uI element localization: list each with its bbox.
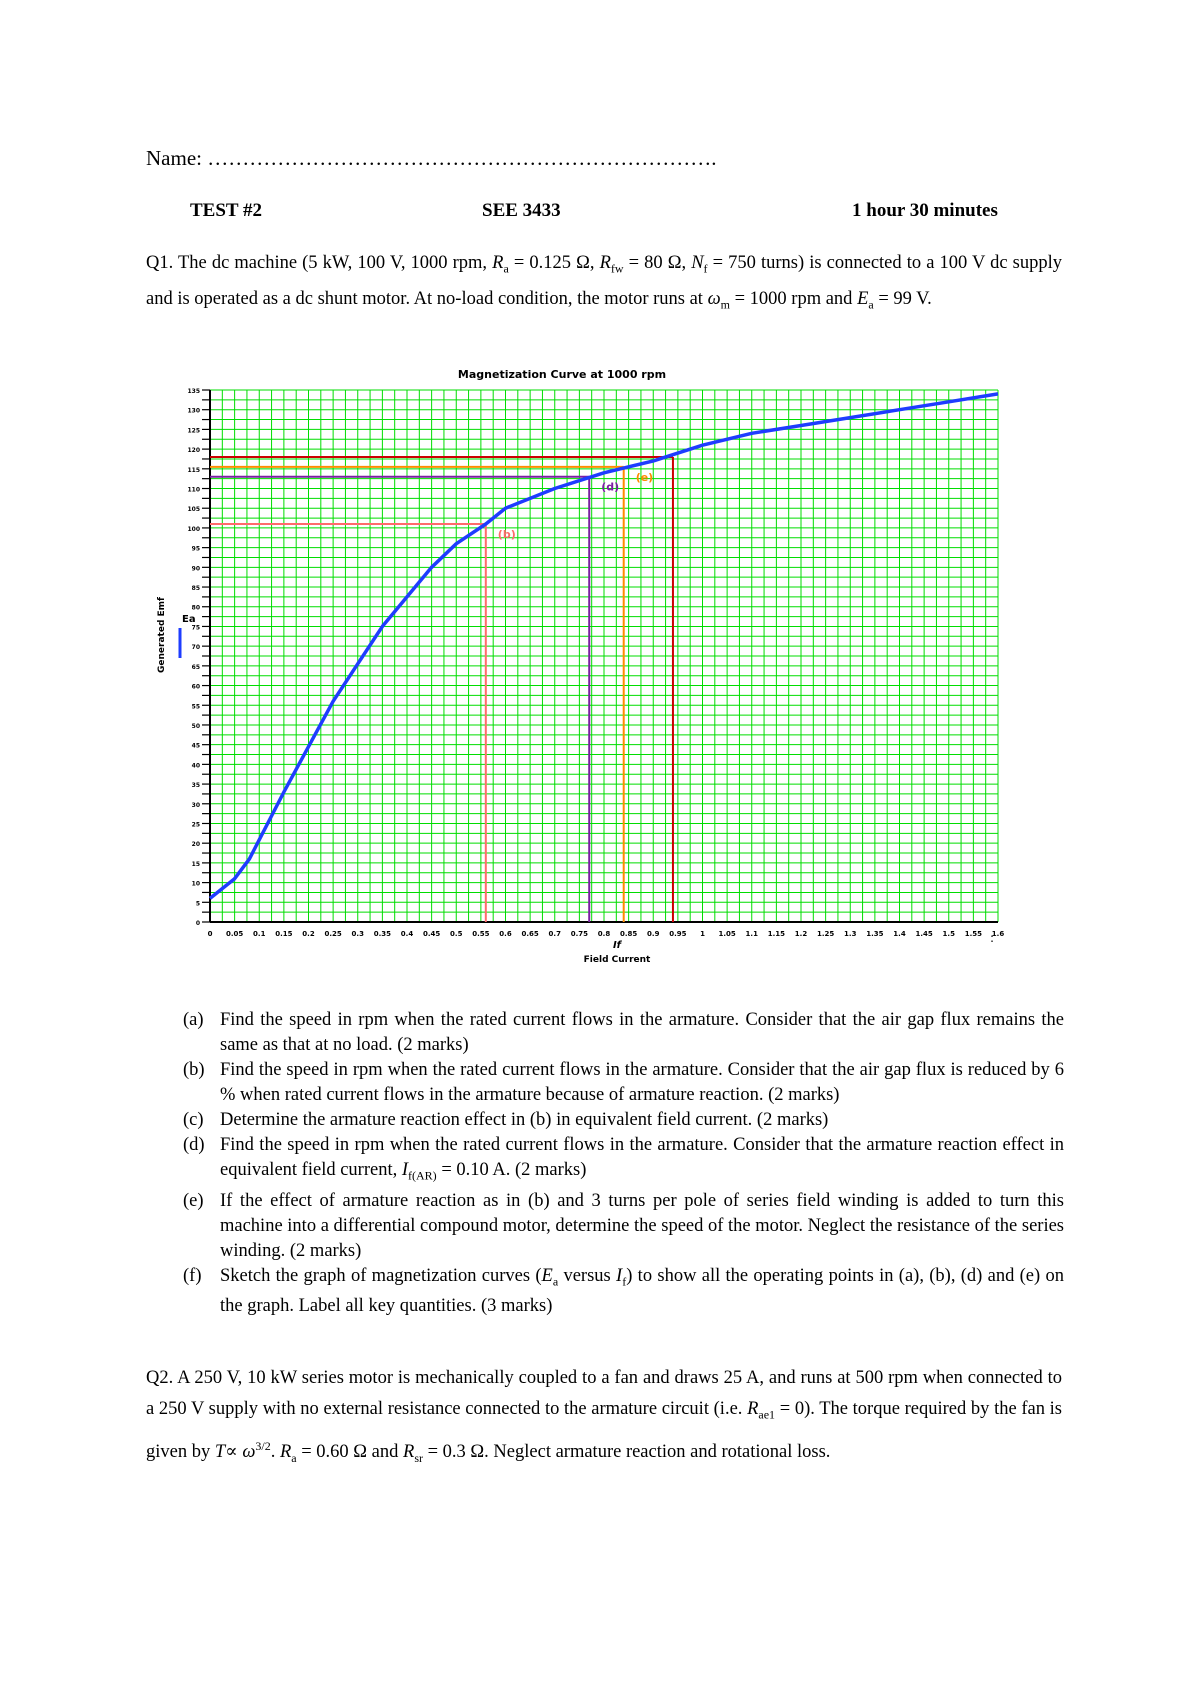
y-tick-label: 55 (191, 703, 200, 711)
q2-text-c: . (270, 1441, 280, 1462)
ra-symbol: R (492, 253, 504, 273)
rfw-value: = 80 Ω, (623, 253, 692, 273)
y-tick-label: 125 (187, 427, 200, 435)
y-tick-label: 115 (187, 466, 200, 474)
operating-point-label: (d) (601, 480, 620, 494)
ea-subscript: a (868, 297, 874, 312)
x-tick-label: 0.95 (669, 930, 687, 938)
y-tick-label: 15 (191, 860, 200, 868)
if-symbol: I (616, 1265, 623, 1286)
x-tick-label: 0.4 (400, 930, 414, 938)
x-tick-label: 0.55 (472, 930, 490, 938)
operating-point-label: (b) (497, 527, 516, 541)
ea-value: = 99 V. (873, 288, 932, 309)
x-tick-label: 1.45 (915, 930, 933, 938)
ra-value: = 0.125 Ω, (508, 253, 600, 273)
y-tick-label: 135 (187, 388, 200, 395)
x-tick-label: 1 (700, 930, 705, 938)
x-tick-label: 0.6 (499, 930, 512, 938)
x-tick-label: 1.2 (794, 930, 808, 938)
y-tick-label: 50 (191, 722, 200, 730)
part-text: Find the speed in rpm when the rated current flows in the armature. Consider that the air gap flux is reduced by 6 % when rated current flows in the armature because of armature reaction. (2 marks) (220, 1060, 1064, 1105)
x-tick-label: 0.35 (373, 930, 392, 938)
nf-value: = 750 turns) is connected to a 100 V dc supply and is operated as a dc shunt motor. At no-load condition, the motor runs at (146, 253, 1063, 309)
x-tick-label: 0.75 (570, 930, 589, 938)
y-tick-label: 5 (195, 900, 200, 908)
y-tick-label: 65 (191, 663, 200, 671)
test-number: TEST #2 (190, 200, 262, 221)
q2-text-a: Q2. A 250 V, 10 kW series motor is mechanically coupled to a fan and draws 25 A, and runs at 500 rpm when connected to a 250 V supply with no external resistance connected to the armature circuit (i.e. (146, 1368, 1062, 1419)
part-d (178, 1133, 1064, 1189)
y-tick-label: 30 (191, 801, 200, 809)
x-tick-label: 1.05 (718, 930, 736, 938)
part-text-end: = 0.10 A. (2 marks) (436, 1160, 587, 1180)
question-1 (146, 248, 1062, 319)
part-text-mid: versus (558, 1265, 617, 1286)
test-duration: 1 hour 30 minutes (852, 200, 998, 221)
x-axis-symbol: If (612, 940, 622, 951)
x-tick-label: 0.7 (548, 930, 561, 938)
x-axis-label: Field Current (583, 955, 651, 965)
y-tick-label: 120 (187, 447, 200, 455)
x-tick-label: 1.25 (816, 930, 835, 938)
ra-symbol: R (279, 1441, 292, 1462)
operating-point-label: (e) (635, 470, 654, 484)
nf-subscript: f (703, 261, 708, 276)
y-tick-label: 105 (187, 506, 200, 514)
y-tick-label: 20 (191, 841, 200, 849)
y-tick-label: 80 (191, 604, 200, 612)
y-tick-label: 10 (191, 880, 200, 888)
rfw-symbol: R (599, 253, 611, 273)
name-line: Name: ………………………………………………………………. (146, 146, 717, 170)
y-tick-label: 45 (191, 742, 200, 750)
part-label: (c) (183, 1110, 204, 1130)
magnetization-chart (140, 360, 1020, 970)
torque-symbol: T (214, 1441, 226, 1462)
x-tick-label: 0.15 (275, 930, 293, 938)
x-tick-label: 0.3 (351, 930, 364, 938)
x-tick-label: 0 (207, 930, 213, 938)
chart-colon-mark: : (990, 931, 995, 945)
part-label: (f) (183, 1265, 202, 1286)
q1-prefix: Q1. The dc machine (5 kW, 100 V, 1000 rpm, (146, 253, 493, 273)
rsr-subscript: sr (414, 1450, 423, 1465)
ea-subscript: a (552, 1274, 559, 1289)
part-text: Find the speed in rpm when the rated current flows in the armature. Consider that the armature reaction effect in equivalent field current, (220, 1135, 1064, 1180)
part-b (178, 1058, 1064, 1108)
nf-symbol: N (691, 253, 704, 273)
y-tick-label: 40 (191, 762, 200, 770)
x-tick-label: 0.85 (619, 930, 638, 938)
chart-title: Magnetization Curve at 1000 rpm (457, 368, 667, 381)
part-e (178, 1189, 1064, 1264)
course-code: SEE 3433 (482, 200, 561, 221)
q2-text-b: = 0). The torque required by the fan is given by (146, 1399, 1062, 1462)
y-tick-label: 85 (191, 585, 200, 593)
y-tick-label: 0 (195, 920, 200, 927)
part-label: (e) (183, 1190, 204, 1211)
x-tick-label: 1.6 (991, 930, 1005, 938)
rae-symbol: R (747, 1399, 759, 1419)
y-tick-label: 130 (187, 407, 200, 415)
y-tick-labels (187, 388, 210, 927)
q1-parts-list (178, 1008, 1064, 1319)
x-tick-label: 0.25 (324, 930, 342, 938)
y-tick-label: 60 (191, 683, 200, 691)
x-tick-label: 0.05 (225, 930, 244, 938)
x-tick-label: 1.1 (745, 930, 758, 938)
x-tick-label: 1.4 (893, 930, 906, 938)
part-text: If the effect of armature reaction as in (b) and 3 turns per pole of series field winding is added to turn this machine into a differential compound motor, determine the speed of the motor. Neglect the resistance of the series winding. (2 marks) (220, 1190, 1064, 1261)
ra-subscript: a (291, 1450, 297, 1465)
x-tick-label: 0.2 (302, 930, 315, 938)
part-f (178, 1264, 1064, 1320)
x-tick-label: 0.5 (450, 930, 463, 938)
omega-symbol: ω (242, 1441, 256, 1462)
x-tick-label: 0.45 (422, 930, 441, 938)
if-subscript: f(AR) (408, 1168, 437, 1183)
ea-symbol: E (541, 1265, 553, 1286)
y-tick-label: 100 (187, 525, 200, 533)
x-tick-label: 1.55 (964, 930, 983, 938)
y-tick-label: 75 (191, 624, 200, 632)
x-tick-label: 1.35 (866, 930, 884, 938)
part-text: Sketch the graph of magnetization curves ( (220, 1265, 542, 1286)
x-tick-label: 1.5 (942, 930, 955, 938)
ra-subscript: a (503, 261, 509, 276)
y-tick-label: 110 (187, 486, 200, 494)
rfw-subscript: fw (610, 261, 624, 276)
chart-grid (210, 390, 998, 922)
y-tick-label: 90 (191, 565, 200, 573)
question-2 (146, 1363, 1062, 1474)
y-tick-label: 25 (191, 821, 200, 829)
q2-text-e: = 0.3 Ω. Neglect armature reaction and rotational loss. (423, 1441, 831, 1462)
legend-label: Ea (182, 614, 196, 625)
x-tick-label: 1.15 (767, 930, 786, 938)
if-symbol: I (401, 1160, 409, 1180)
if-subscript: f (622, 1274, 627, 1289)
part-text: Find the speed in rpm when the rated current flows in the armature. Consider that the air gap flux remains the same as that at no load. (2 marks) (220, 1010, 1064, 1055)
x-tick-label: 0.9 (647, 930, 660, 938)
omega-value: = 1000 rpm and (729, 288, 858, 309)
omega-subscript: m (720, 297, 730, 312)
part-c (178, 1108, 1064, 1133)
proportional-symbol: ∝ (225, 1441, 243, 1462)
y-tick-label: 35 (191, 782, 200, 790)
part-text: Determine the armature reaction effect in (b) in equivalent field current. (2 marks) (220, 1110, 829, 1130)
q2-text-d: = 0.60 Ω and (296, 1441, 404, 1462)
y-tick-label: 95 (191, 545, 200, 553)
part-label: (d) (183, 1135, 205, 1155)
part-label: (b) (183, 1060, 205, 1080)
rsr-symbol: R (403, 1441, 415, 1462)
omega-symbol: ω (707, 288, 721, 309)
part-a (178, 1008, 1064, 1058)
rae-subscript: ae1 (758, 1407, 776, 1422)
part-text-end: ) to show all the operating points in (a), (b), (d) and (e) on the graph. Label all key quantities. (3 marks) (220, 1265, 1064, 1317)
chart-svg (140, 360, 1020, 970)
omega-exponent: 3/2 (255, 1438, 271, 1453)
part-label: (a) (183, 1010, 204, 1030)
y-tick-label: 70 (191, 644, 200, 652)
x-tick-label: 0.8 (597, 930, 611, 938)
y-axis-label: Generated Emf (157, 597, 167, 673)
ea-symbol: E (857, 288, 869, 309)
x-tick-label: 0.1 (253, 930, 266, 938)
x-tick-label: 0.65 (521, 930, 539, 938)
x-tick-label: 1.3 (844, 930, 857, 938)
x-tick-labels (208, 930, 1005, 938)
